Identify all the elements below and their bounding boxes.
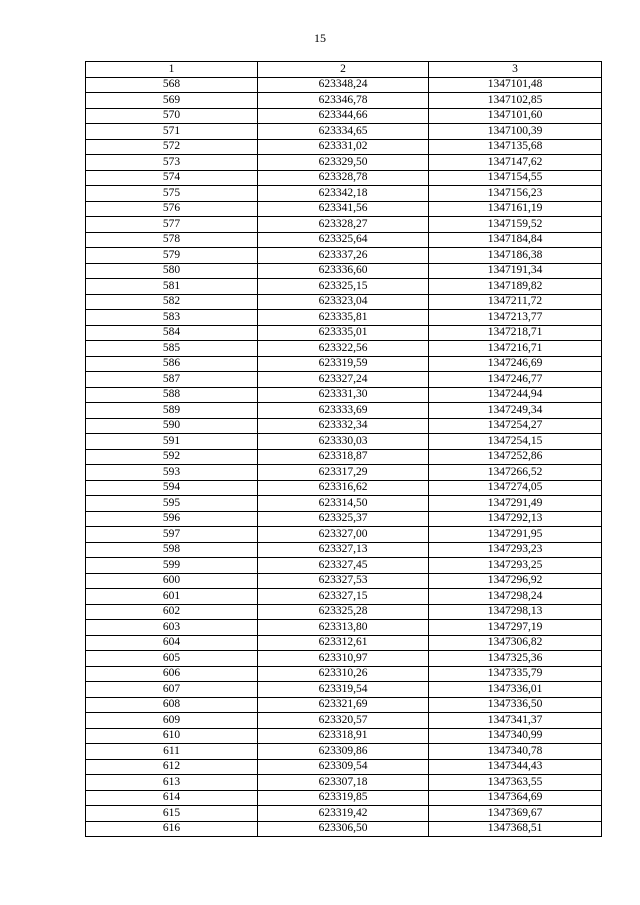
table-row <box>86 325 602 341</box>
x-coordinate-cell: 623327,53 <box>258 573 429 589</box>
table-row <box>86 728 602 744</box>
x-coordinate-cell: 623335,81 <box>258 310 429 326</box>
table-row <box>86 713 602 729</box>
point-number-cell: 615 <box>86 806 258 822</box>
table-row <box>86 372 602 388</box>
x-coordinate-cell: 623309,54 <box>258 759 429 775</box>
x-coordinate-cell: 623327,24 <box>258 372 429 388</box>
x-coordinate-cell: 623310,97 <box>258 651 429 667</box>
table-row <box>86 186 602 202</box>
y-coordinate-cell: 1347156,23 <box>429 186 602 202</box>
column-header-3: 3 <box>429 62 602 78</box>
point-number-cell: 601 <box>86 589 258 605</box>
y-coordinate-cell: 1347335,79 <box>429 666 602 682</box>
point-number-cell: 605 <box>86 651 258 667</box>
point-number-cell: 585 <box>86 341 258 357</box>
y-coordinate-cell: 1347296,92 <box>429 573 602 589</box>
x-coordinate-cell: 623332,34 <box>258 418 429 434</box>
y-coordinate-cell: 1347246,69 <box>429 356 602 372</box>
table-row <box>86 217 602 233</box>
table-row <box>86 806 602 822</box>
table-row <box>86 403 602 419</box>
y-coordinate-cell: 1347244,94 <box>429 387 602 403</box>
point-number-cell: 609 <box>86 713 258 729</box>
y-coordinate-cell: 1347266,52 <box>429 465 602 481</box>
x-coordinate-cell: 623306,50 <box>258 821 429 837</box>
table-row <box>86 77 602 93</box>
table-row <box>86 496 602 512</box>
point-number-cell: 568 <box>86 77 258 93</box>
y-coordinate-cell: 1347254,15 <box>429 434 602 450</box>
y-coordinate-cell: 1347254,27 <box>429 418 602 434</box>
point-number-cell: 577 <box>86 217 258 233</box>
page-number: 15 <box>314 31 326 45</box>
x-coordinate-cell: 623348,24 <box>258 77 429 93</box>
x-coordinate-cell: 623307,18 <box>258 775 429 791</box>
x-coordinate-cell: 623325,15 <box>258 279 429 295</box>
x-coordinate-cell: 623333,69 <box>258 403 429 419</box>
point-number-cell: 575 <box>86 186 258 202</box>
table-row <box>86 651 602 667</box>
point-number-cell: 608 <box>86 697 258 713</box>
x-coordinate-cell: 623323,04 <box>258 294 429 310</box>
point-number-cell: 611 <box>86 744 258 760</box>
point-number-cell: 580 <box>86 263 258 279</box>
y-coordinate-cell: 1347211,72 <box>429 294 602 310</box>
x-coordinate-cell: 623335,01 <box>258 325 429 341</box>
table-row <box>86 744 602 760</box>
x-coordinate-cell: 623313,80 <box>258 620 429 636</box>
point-number-cell: 598 <box>86 542 258 558</box>
point-number-cell: 616 <box>86 821 258 837</box>
x-coordinate-cell: 623321,69 <box>258 697 429 713</box>
table-row <box>86 201 602 217</box>
x-coordinate-cell: 623328,27 <box>258 217 429 233</box>
point-number-cell: 587 <box>86 372 258 388</box>
table-row <box>86 449 602 465</box>
y-coordinate-cell: 1347135,68 <box>429 139 602 155</box>
y-coordinate-cell: 1347216,71 <box>429 341 602 357</box>
table-row <box>86 139 602 155</box>
point-number-cell: 599 <box>86 558 258 574</box>
table-row <box>86 682 602 698</box>
point-number-cell: 600 <box>86 573 258 589</box>
coordinates-table <box>85 61 602 837</box>
point-number-cell: 597 <box>86 527 258 543</box>
y-coordinate-cell: 1347298,24 <box>429 589 602 605</box>
y-coordinate-cell: 1347102,85 <box>429 93 602 109</box>
x-coordinate-cell: 623318,91 <box>258 728 429 744</box>
point-number-cell: 590 <box>86 418 258 434</box>
y-coordinate-cell: 1347252,86 <box>429 449 602 465</box>
point-number-cell: 573 <box>86 155 258 171</box>
table-row <box>86 155 602 171</box>
x-coordinate-cell: 623337,26 <box>258 248 429 264</box>
y-coordinate-cell: 1347100,39 <box>429 124 602 140</box>
y-coordinate-cell: 1347189,82 <box>429 279 602 295</box>
y-coordinate-cell: 1347213,77 <box>429 310 602 326</box>
table-row <box>86 418 602 434</box>
table-row <box>86 527 602 543</box>
x-coordinate-cell: 623342,18 <box>258 186 429 202</box>
x-coordinate-cell: 623346,78 <box>258 93 429 109</box>
y-coordinate-cell: 1347340,99 <box>429 728 602 744</box>
table-row <box>86 542 602 558</box>
x-coordinate-cell: 623331,30 <box>258 387 429 403</box>
x-coordinate-cell: 623319,54 <box>258 682 429 698</box>
x-coordinate-cell: 623344,66 <box>258 108 429 124</box>
x-coordinate-cell: 623328,78 <box>258 170 429 186</box>
table-row <box>86 620 602 636</box>
table-row <box>86 635 602 651</box>
y-coordinate-cell: 1347274,05 <box>429 480 602 496</box>
point-number-cell: 584 <box>86 325 258 341</box>
point-number-cell: 591 <box>86 434 258 450</box>
x-coordinate-cell: 623319,59 <box>258 356 429 372</box>
point-number-cell: 570 <box>86 108 258 124</box>
table-row <box>86 511 602 527</box>
point-number-cell: 610 <box>86 728 258 744</box>
point-number-cell: 583 <box>86 310 258 326</box>
y-coordinate-cell: 1347186,38 <box>429 248 602 264</box>
table-row <box>86 356 602 372</box>
table-row <box>86 558 602 574</box>
y-coordinate-cell: 1347293,23 <box>429 542 602 558</box>
table-row <box>86 775 602 791</box>
table-row <box>86 480 602 496</box>
point-number-cell: 604 <box>86 635 258 651</box>
x-coordinate-cell: 623312,61 <box>258 635 429 651</box>
y-coordinate-cell: 1347340,78 <box>429 744 602 760</box>
y-coordinate-cell: 1347249,34 <box>429 403 602 419</box>
x-coordinate-cell: 623325,37 <box>258 511 429 527</box>
x-coordinate-cell: 623341,56 <box>258 201 429 217</box>
table-row <box>86 263 602 279</box>
table-row <box>86 604 602 620</box>
y-coordinate-cell: 1347336,50 <box>429 697 602 713</box>
x-coordinate-cell: 623318,87 <box>258 449 429 465</box>
point-number-cell: 569 <box>86 93 258 109</box>
y-coordinate-cell: 1347184,84 <box>429 232 602 248</box>
y-coordinate-cell: 1347101,48 <box>429 77 602 93</box>
point-number-cell: 589 <box>86 403 258 419</box>
y-coordinate-cell: 1347161,19 <box>429 201 602 217</box>
x-coordinate-cell: 623325,28 <box>258 604 429 620</box>
y-coordinate-cell: 1347147,62 <box>429 155 602 171</box>
point-number-cell: 578 <box>86 232 258 248</box>
y-coordinate-cell: 1347191,34 <box>429 263 602 279</box>
table-row <box>86 248 602 264</box>
point-number-cell: 613 <box>86 775 258 791</box>
y-coordinate-cell: 1347369,67 <box>429 806 602 822</box>
point-number-cell: 596 <box>86 511 258 527</box>
y-coordinate-cell: 1347363,55 <box>429 775 602 791</box>
point-number-cell: 571 <box>86 124 258 140</box>
column-header-1: 1 <box>86 62 258 78</box>
x-coordinate-cell: 623327,15 <box>258 589 429 605</box>
table-row <box>86 279 602 295</box>
y-coordinate-cell: 1347159,52 <box>429 217 602 233</box>
y-coordinate-cell: 1347291,95 <box>429 527 602 543</box>
x-coordinate-cell: 623322,56 <box>258 341 429 357</box>
x-coordinate-cell: 623314,50 <box>258 496 429 512</box>
point-number-cell: 579 <box>86 248 258 264</box>
y-coordinate-cell: 1347291,49 <box>429 496 602 512</box>
point-number-cell: 574 <box>86 170 258 186</box>
point-number-cell: 602 <box>86 604 258 620</box>
x-coordinate-cell: 623327,00 <box>258 527 429 543</box>
point-number-cell: 581 <box>86 279 258 295</box>
y-coordinate-cell: 1347341,37 <box>429 713 602 729</box>
y-coordinate-cell: 1347154,55 <box>429 170 602 186</box>
x-coordinate-cell: 623310,26 <box>258 666 429 682</box>
table-row <box>86 108 602 124</box>
x-coordinate-cell: 623327,45 <box>258 558 429 574</box>
point-number-cell: 612 <box>86 759 258 775</box>
x-coordinate-cell: 623325,64 <box>258 232 429 248</box>
table-row <box>86 310 602 326</box>
table-row <box>86 821 602 837</box>
y-coordinate-cell: 1347293,25 <box>429 558 602 574</box>
x-coordinate-cell: 623320,57 <box>258 713 429 729</box>
point-number-cell: 576 <box>86 201 258 217</box>
column-header-2: 2 <box>258 62 429 78</box>
point-number-cell: 592 <box>86 449 258 465</box>
table-row <box>86 387 602 403</box>
x-coordinate-cell: 623331,02 <box>258 139 429 155</box>
x-coordinate-cell: 623327,13 <box>258 542 429 558</box>
point-number-cell: 586 <box>86 356 258 372</box>
y-coordinate-cell: 1347298,13 <box>429 604 602 620</box>
point-number-cell: 588 <box>86 387 258 403</box>
y-coordinate-cell: 1347218,71 <box>429 325 602 341</box>
table-row <box>86 759 602 775</box>
x-coordinate-cell: 623329,50 <box>258 155 429 171</box>
point-number-cell: 614 <box>86 790 258 806</box>
y-coordinate-cell: 1347101,60 <box>429 108 602 124</box>
y-coordinate-cell: 1347297,19 <box>429 620 602 636</box>
table-row <box>86 434 602 450</box>
table-row <box>86 341 602 357</box>
x-coordinate-cell: 623316,62 <box>258 480 429 496</box>
table-row <box>86 124 602 140</box>
x-coordinate-cell: 623317,29 <box>258 465 429 481</box>
table-row <box>86 294 602 310</box>
y-coordinate-cell: 1347368,51 <box>429 821 602 837</box>
y-coordinate-cell: 1347246,77 <box>429 372 602 388</box>
x-coordinate-cell: 623319,42 <box>258 806 429 822</box>
y-coordinate-cell: 1347344,43 <box>429 759 602 775</box>
x-coordinate-cell: 623319,85 <box>258 790 429 806</box>
table-row <box>86 465 602 481</box>
table-row <box>86 790 602 806</box>
point-number-cell: 607 <box>86 682 258 698</box>
y-coordinate-cell: 1347325,36 <box>429 651 602 667</box>
point-number-cell: 603 <box>86 620 258 636</box>
point-number-cell: 606 <box>86 666 258 682</box>
point-number-cell: 582 <box>86 294 258 310</box>
x-coordinate-cell: 623336,60 <box>258 263 429 279</box>
table-row <box>86 589 602 605</box>
table-row <box>86 93 602 109</box>
y-coordinate-cell: 1347306,82 <box>429 635 602 651</box>
table-header-row <box>86 62 602 78</box>
table-row <box>86 232 602 248</box>
y-coordinate-cell: 1347336,01 <box>429 682 602 698</box>
table-row <box>86 697 602 713</box>
table-row <box>86 170 602 186</box>
x-coordinate-cell: 623330,03 <box>258 434 429 450</box>
point-number-cell: 572 <box>86 139 258 155</box>
y-coordinate-cell: 1347292,13 <box>429 511 602 527</box>
x-coordinate-cell: 623309,86 <box>258 744 429 760</box>
y-coordinate-cell: 1347364,69 <box>429 790 602 806</box>
table-row <box>86 666 602 682</box>
table-row <box>86 573 602 589</box>
point-number-cell: 594 <box>86 480 258 496</box>
point-number-cell: 593 <box>86 465 258 481</box>
point-number-cell: 595 <box>86 496 258 512</box>
table-body <box>86 77 602 837</box>
x-coordinate-cell: 623334,65 <box>258 124 429 140</box>
